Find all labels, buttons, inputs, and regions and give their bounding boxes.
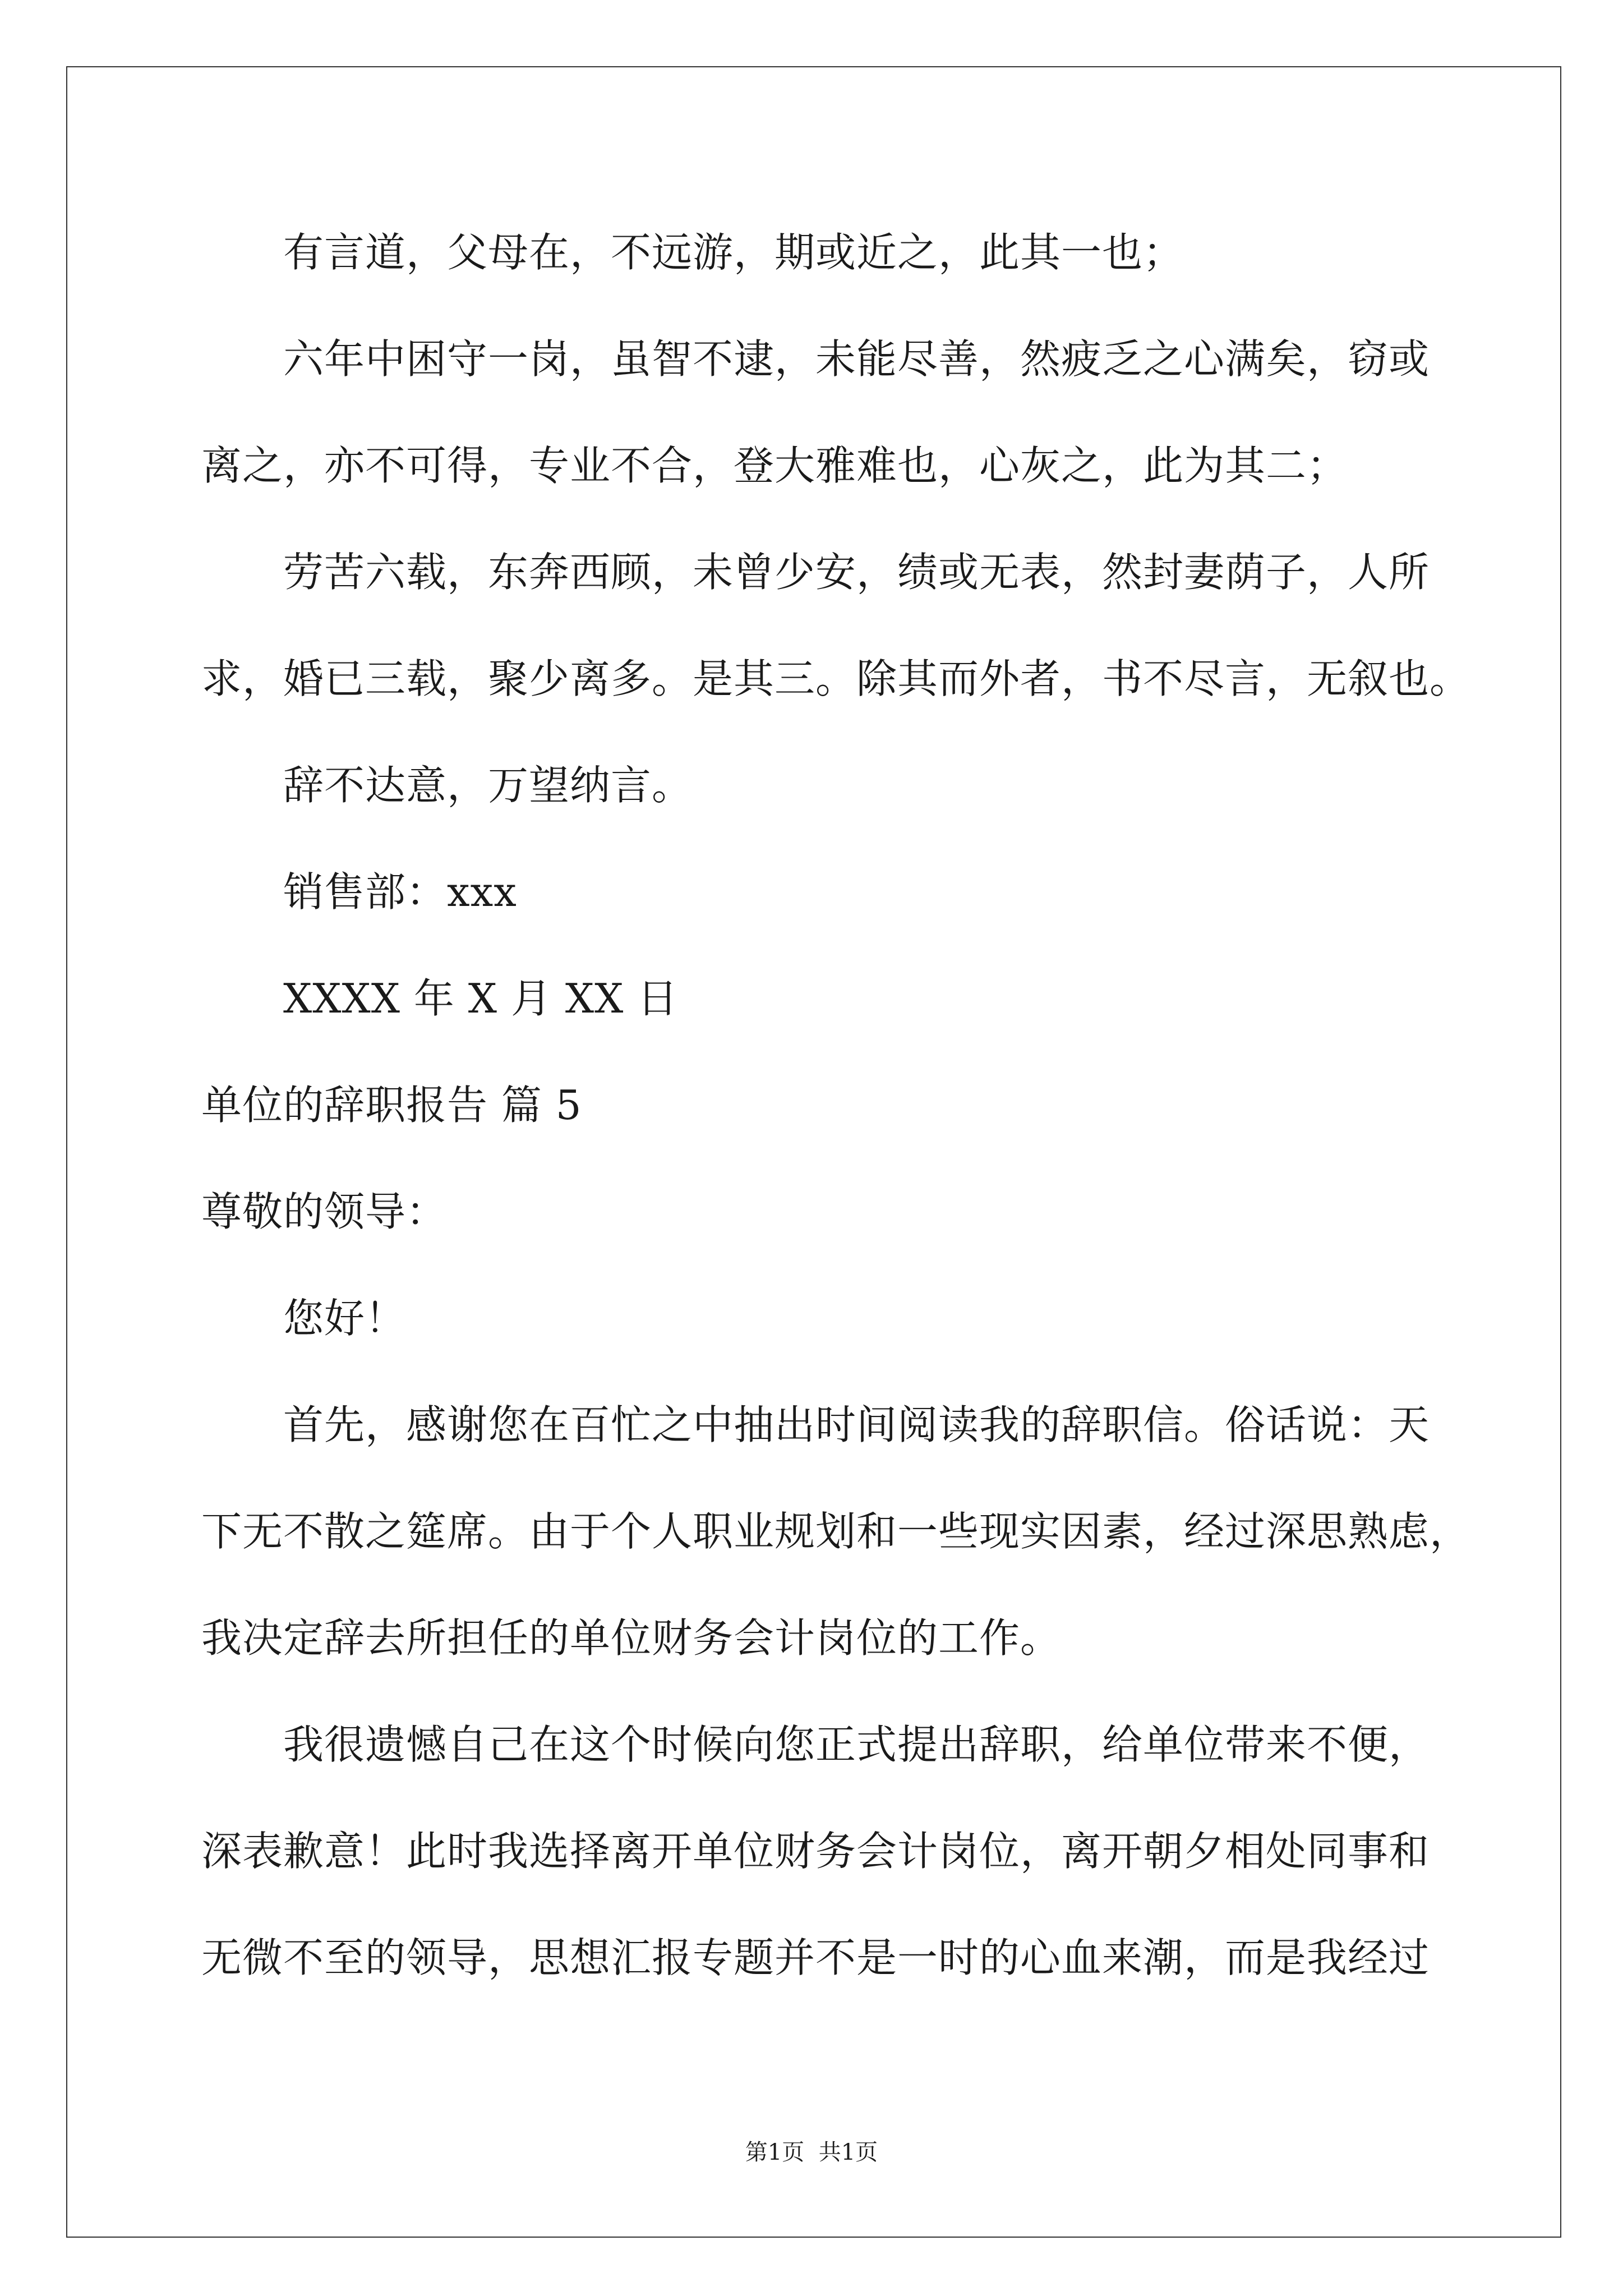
body-line: 劳苦六载，东奔西顾，未曾少安，绩或无表，然封妻荫子，人所 [283,549,1430,596]
body-line: 有言道，父母在，不远游，期或近之，此其一也； [283,229,1184,276]
body-line: 离之，亦不可得，专业不合，登大雅难也，心灰之，此为其二； [201,442,1348,489]
body-line: 下无不散之筵席。由于个人职业规划和一些现实因素，经过深思熟虑， [201,1508,1471,1555]
body-line: 我决定辞去所担任的单位财务会计岗位的工作。 [201,1614,1062,1662]
body-line: 深表歉意！此时我选择离开单位财务会计岗位，离开朝夕相处同事和 [201,1828,1430,1875]
signature-date: XXXX 年 X 月 XX 日 [283,975,679,1022]
signature-department: 销售部：xxx [283,868,517,915]
body-line: 无微不至的领导，思想汇报专题并不是一时的心血来潮，而是我经过 [201,1934,1430,1981]
body-line: 我很遗憾自己在这个时候向您正式提出辞职，给单位带来不便， [283,1721,1430,1768]
salutation: 尊敬的领导： [201,1188,448,1235]
body-line: 六年中困守一岗，虽智不逮，未能尽善，然疲乏之心满矣，窃或 [283,335,1430,383]
body-line: 求，婚已三载，聚少离多。是其三。除其而外者，书不尽言，无叙也。 [201,655,1471,702]
section-heading: 单位的辞职报告 篇 5 [201,1082,582,1129]
body-line: 辞不达意，万望纳言。 [283,762,693,809]
body-line: 首先，感谢您在百忙之中抽出时间阅读我的辞职信。俗话说：天 [283,1401,1430,1448]
page-number-footer: 第1页 共1页 [745,2139,878,2165]
greeting: 您好！ [283,1295,407,1342]
document-body [201,199,1547,2011]
